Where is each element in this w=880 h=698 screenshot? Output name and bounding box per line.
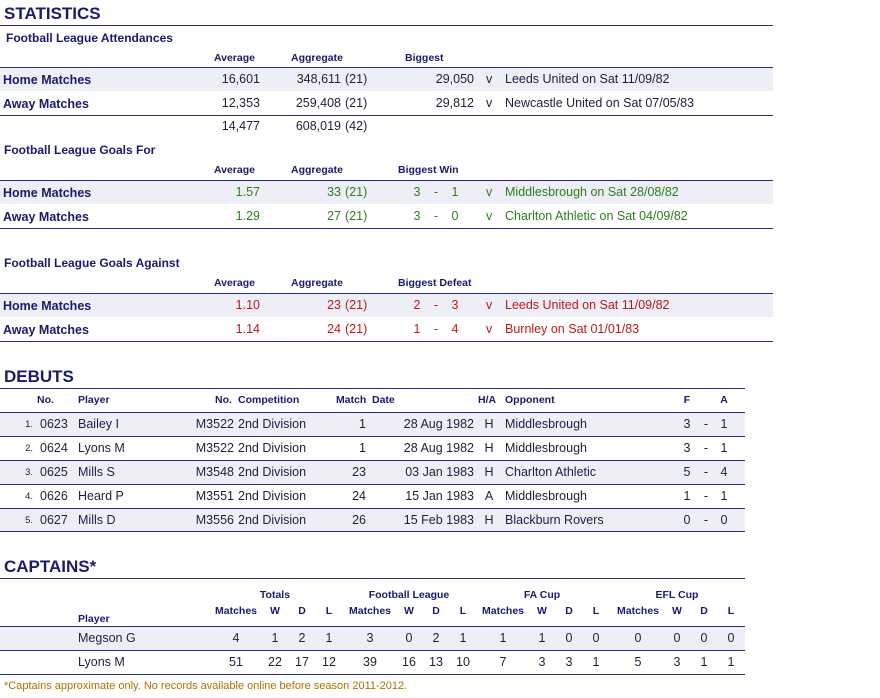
debut-for: 0 xyxy=(683,513,691,527)
average-value: 1.10 xyxy=(235,298,260,312)
section-title: Football League Goals Against xyxy=(4,256,180,270)
debut-player-no: 0627 xyxy=(40,513,68,527)
debut-ha: H xyxy=(484,441,494,455)
captain-sub-header: W xyxy=(672,605,682,617)
debut-opponent: Middlesbrough xyxy=(505,489,587,503)
captain-sub-header: W xyxy=(270,605,280,617)
debut-header-date: Date xyxy=(372,394,395,406)
column-header-average: Average xyxy=(213,52,255,64)
captains-footnote: *Captains approximate only. No records available online before season 2011-2012. xyxy=(4,680,408,692)
versus-label: v xyxy=(486,72,493,86)
aggregate-value: 27 xyxy=(327,209,341,223)
captain-header-player: Player xyxy=(78,613,110,625)
aggregate-value: 24 xyxy=(327,322,341,336)
column-header-aggregate: Aggregate xyxy=(291,52,343,64)
score-against: 3 xyxy=(451,298,459,312)
games-count: (21) xyxy=(345,322,368,336)
captain-sub-header: L xyxy=(727,605,735,617)
debut-opponent: Charlton Athletic xyxy=(505,465,597,479)
captain-stat: 12 xyxy=(322,655,336,669)
captain-stat: 0 xyxy=(565,631,573,645)
captain-stat: 3 xyxy=(538,655,546,669)
debut-header-no: No. xyxy=(37,394,54,406)
captain-stat: 2 xyxy=(432,631,440,645)
debut-match-no: M3556 xyxy=(195,513,234,527)
debut-header-ha: H/A xyxy=(478,394,497,406)
captain-stat: 22 xyxy=(268,655,282,669)
divider xyxy=(0,228,773,229)
captain-stat: 17 xyxy=(295,655,309,669)
average-value: 12,353 xyxy=(221,96,260,110)
debut-index: 1. xyxy=(25,419,33,430)
captain-stat: 1 xyxy=(592,655,600,669)
captain-sub-header: Matches xyxy=(481,605,524,617)
games-count: (21) xyxy=(345,185,368,199)
match-detail: Leeds United on Sat 11/09/82 xyxy=(505,298,670,312)
average-value: 1.29 xyxy=(235,209,260,223)
captain-sub-header: Matches xyxy=(348,605,391,617)
debut-header-a: A xyxy=(720,394,728,406)
debut-dash: - xyxy=(703,465,709,479)
match-detail: Leeds United on Sat 11/09/82 xyxy=(505,72,670,86)
debut-player-no: 0623 xyxy=(40,417,68,431)
score-for: 3 xyxy=(413,209,421,223)
section-title: Football League Attendances xyxy=(6,31,173,45)
captain-group-header: FA Cup xyxy=(523,589,561,601)
debut-against: 0 xyxy=(720,513,728,527)
total-average: 14,477 xyxy=(221,119,260,133)
biggest-value: 29,050 xyxy=(435,72,474,86)
debut-match: 24 xyxy=(352,489,366,503)
captain-player: Lyons M xyxy=(78,655,125,669)
captain-sub-header: Matches xyxy=(616,605,659,617)
biggest-value: 29,812 xyxy=(435,96,474,110)
debut-player-no: 0626 xyxy=(40,489,68,503)
debut-index: 2. xyxy=(25,443,33,454)
divider xyxy=(0,531,745,532)
debut-opponent: Middlesbrough xyxy=(505,417,587,431)
row-divider xyxy=(0,650,745,651)
debut-match-no: M3551 xyxy=(195,489,234,503)
debut-header-opponent: Opponent xyxy=(505,394,555,406)
debut-ha: H xyxy=(484,513,494,527)
divider xyxy=(0,115,773,116)
column-header-average: Average xyxy=(213,277,255,289)
captains-title: CAPTAINS* xyxy=(4,557,97,576)
debut-match-no: M3522 xyxy=(195,417,234,431)
debut-header-match-no: No. xyxy=(215,394,232,406)
match-detail: Charlton Athletic on Sat 04/09/82 xyxy=(505,209,688,223)
debut-header-player: Player xyxy=(78,394,110,406)
column-header-aggregate: Aggregate xyxy=(291,277,343,289)
average-value: 16,601 xyxy=(221,72,260,86)
captain-sub-header: L xyxy=(325,605,333,617)
divider xyxy=(0,388,745,389)
debut-player: Mills S xyxy=(78,465,115,479)
divider xyxy=(0,180,773,181)
captain-stat: 0 xyxy=(727,631,735,645)
games-count: (21) xyxy=(345,96,368,110)
captain-player: Megson G xyxy=(78,631,136,645)
debut-header-match: Match xyxy=(336,394,367,406)
debut-match: 1 xyxy=(359,441,366,455)
captain-sub-header: W xyxy=(404,605,414,617)
versus-label: v xyxy=(486,209,493,223)
aggregate-value: 259,408 xyxy=(295,96,341,110)
captain-stat: 1 xyxy=(459,631,467,645)
row-label: Home Matches xyxy=(3,73,92,87)
debut-index: 3. xyxy=(25,467,33,478)
row-label: Away Matches xyxy=(3,210,89,224)
debut-for: 3 xyxy=(683,441,691,455)
debut-dash: - xyxy=(703,441,709,455)
captain-stat: 3 xyxy=(673,655,681,669)
total-games: (42) xyxy=(345,119,368,133)
debut-header-f: F xyxy=(683,394,691,406)
divider xyxy=(0,578,745,579)
captain-stat: 0 xyxy=(700,631,708,645)
debut-date: 15 Feb 1983 xyxy=(403,513,474,527)
captain-stat: 1 xyxy=(271,631,279,645)
captain-sub-header: D xyxy=(432,605,440,617)
debut-ha: A xyxy=(484,489,494,503)
debut-player: Lyons M xyxy=(78,441,125,455)
versus-label: v xyxy=(486,322,493,336)
captain-group-header: EFL Cup xyxy=(655,589,699,601)
debut-header-competition: Competition xyxy=(238,394,300,406)
debut-competition: 2nd Division xyxy=(238,441,307,455)
captain-stat: 0 xyxy=(673,631,681,645)
captain-stat: 1 xyxy=(727,655,735,669)
aggregate-value: 23 xyxy=(327,298,341,312)
captain-stat: 1 xyxy=(499,631,507,645)
column-header-average: Average xyxy=(213,164,255,176)
captain-sub-header: D xyxy=(298,605,306,617)
total-aggregate: 608,019 xyxy=(295,119,341,133)
captain-stat: 51 xyxy=(229,655,243,669)
aggregate-value: 348,611 xyxy=(296,72,341,86)
column-header-biggest: Biggest xyxy=(405,52,444,64)
row-divider xyxy=(0,626,745,627)
captain-sub-header: Matches xyxy=(214,605,257,617)
score-dash: - xyxy=(433,322,439,336)
debut-competition: 2nd Division xyxy=(238,465,307,479)
divider xyxy=(0,341,773,342)
debut-ha: H xyxy=(484,417,494,431)
score-dash: - xyxy=(433,209,439,223)
match-detail: Middlesbrough on Sat 28/08/82 xyxy=(505,185,679,199)
debut-against: 1 xyxy=(720,489,728,503)
debut-dash: - xyxy=(703,417,709,431)
score-dash: - xyxy=(433,298,439,312)
captain-stat: 0 xyxy=(592,631,600,645)
captain-stat: 13 xyxy=(429,655,443,669)
row-label: Away Matches xyxy=(3,323,89,337)
debut-for: 5 xyxy=(683,465,691,479)
debut-opponent: Middlesbrough xyxy=(505,441,587,455)
debut-competition: 2nd Division xyxy=(238,513,307,527)
captain-stat: 3 xyxy=(366,631,374,645)
debut-for: 1 xyxy=(683,489,691,503)
debut-competition: 2nd Division xyxy=(238,489,307,503)
row-divider xyxy=(0,412,745,413)
captain-sub-header: L xyxy=(592,605,600,617)
statistics-title: STATISTICS xyxy=(4,4,101,23)
debut-match: 23 xyxy=(352,465,366,479)
average-value: 1.57 xyxy=(235,185,260,199)
captain-stat: 2 xyxy=(298,631,306,645)
score-for: 1 xyxy=(413,322,421,336)
captain-sub-header: D xyxy=(700,605,708,617)
column-header-biggest: Biggest Defeat xyxy=(398,277,472,289)
debut-match-no: M3522 xyxy=(195,441,234,455)
captain-stat: 5 xyxy=(634,655,642,669)
debut-against: 1 xyxy=(720,417,728,431)
debut-index: 5. xyxy=(25,515,33,526)
captain-stat: 16 xyxy=(402,655,416,669)
debut-against: 1 xyxy=(720,441,728,455)
versus-label: v xyxy=(486,185,493,199)
captain-stat: 3 xyxy=(565,655,573,669)
games-count: (21) xyxy=(345,298,368,312)
captain-stat: 39 xyxy=(363,655,377,669)
debut-against: 4 xyxy=(720,465,728,479)
debut-player-no: 0624 xyxy=(40,441,68,455)
versus-label: v xyxy=(486,298,493,312)
captain-stat: 7 xyxy=(499,655,507,669)
divider xyxy=(0,67,773,68)
captain-sub-header: W xyxy=(537,605,547,617)
debut-player: Heard P xyxy=(78,489,124,503)
score-dash: - xyxy=(433,185,439,199)
captain-stat: 0 xyxy=(634,631,642,645)
debut-index: 4. xyxy=(25,491,33,502)
debut-dash: - xyxy=(703,513,709,527)
debut-player: Bailey I xyxy=(78,417,119,431)
row-divider xyxy=(0,508,745,509)
debut-date: 03 Jan 1983 xyxy=(405,465,474,479)
row-label: Home Matches xyxy=(3,186,92,200)
debuts-title: DEBUTS xyxy=(4,367,74,386)
captain-stat: 0 xyxy=(405,631,413,645)
debut-match: 26 xyxy=(352,513,366,527)
captain-group-header: Football League xyxy=(368,589,450,601)
column-header-biggest: Biggest Win xyxy=(398,164,459,176)
debut-competition: 2nd Division xyxy=(238,417,307,431)
column-header-aggregate: Aggregate xyxy=(291,164,343,176)
average-value: 1.14 xyxy=(235,322,260,336)
match-detail: Burnley on Sat 01/01/83 xyxy=(505,322,640,336)
score-for: 2 xyxy=(413,298,421,312)
debut-match-no: M3548 xyxy=(195,465,234,479)
divider xyxy=(0,674,745,675)
captain-sub-header: L xyxy=(459,605,467,617)
debut-match: 1 xyxy=(359,417,366,431)
captain-sub-header: D xyxy=(565,605,573,617)
debut-date: 28 Aug 1982 xyxy=(403,441,474,455)
debut-for: 3 xyxy=(683,417,691,431)
row-label: Away Matches xyxy=(3,97,89,111)
score-against: 0 xyxy=(451,209,459,223)
captain-stat: 1 xyxy=(325,631,333,645)
row-divider xyxy=(0,460,745,461)
debut-player: Mills D xyxy=(78,513,116,527)
captain-group-header: Totals xyxy=(259,589,291,601)
divider xyxy=(0,293,773,294)
match-detail: Newcastle United on Sat 07/05/83 xyxy=(505,96,695,110)
versus-label: v xyxy=(486,96,493,110)
aggregate-value: 33 xyxy=(327,185,341,199)
score-against: 1 xyxy=(451,185,459,199)
section-title: Football League Goals For xyxy=(4,143,156,157)
score-for: 3 xyxy=(413,185,421,199)
debut-dash: - xyxy=(703,489,709,503)
captain-stat: 10 xyxy=(456,655,470,669)
score-against: 4 xyxy=(451,322,459,336)
captain-stat: 1 xyxy=(700,655,708,669)
row-label: Home Matches xyxy=(3,299,92,313)
row-divider xyxy=(0,484,745,485)
captain-stat: 1 xyxy=(538,631,546,645)
games-count: (21) xyxy=(345,72,368,86)
debut-player-no: 0625 xyxy=(40,465,68,479)
divider xyxy=(0,25,773,26)
debut-date: 15 Jan 1983 xyxy=(405,489,474,503)
debut-opponent: Blackburn Rovers xyxy=(505,513,604,527)
captain-stat: 4 xyxy=(232,631,240,645)
games-count: (21) xyxy=(345,209,368,223)
row-divider xyxy=(0,436,745,437)
debut-ha: H xyxy=(484,465,494,479)
debut-date: 28 Aug 1982 xyxy=(403,417,474,431)
